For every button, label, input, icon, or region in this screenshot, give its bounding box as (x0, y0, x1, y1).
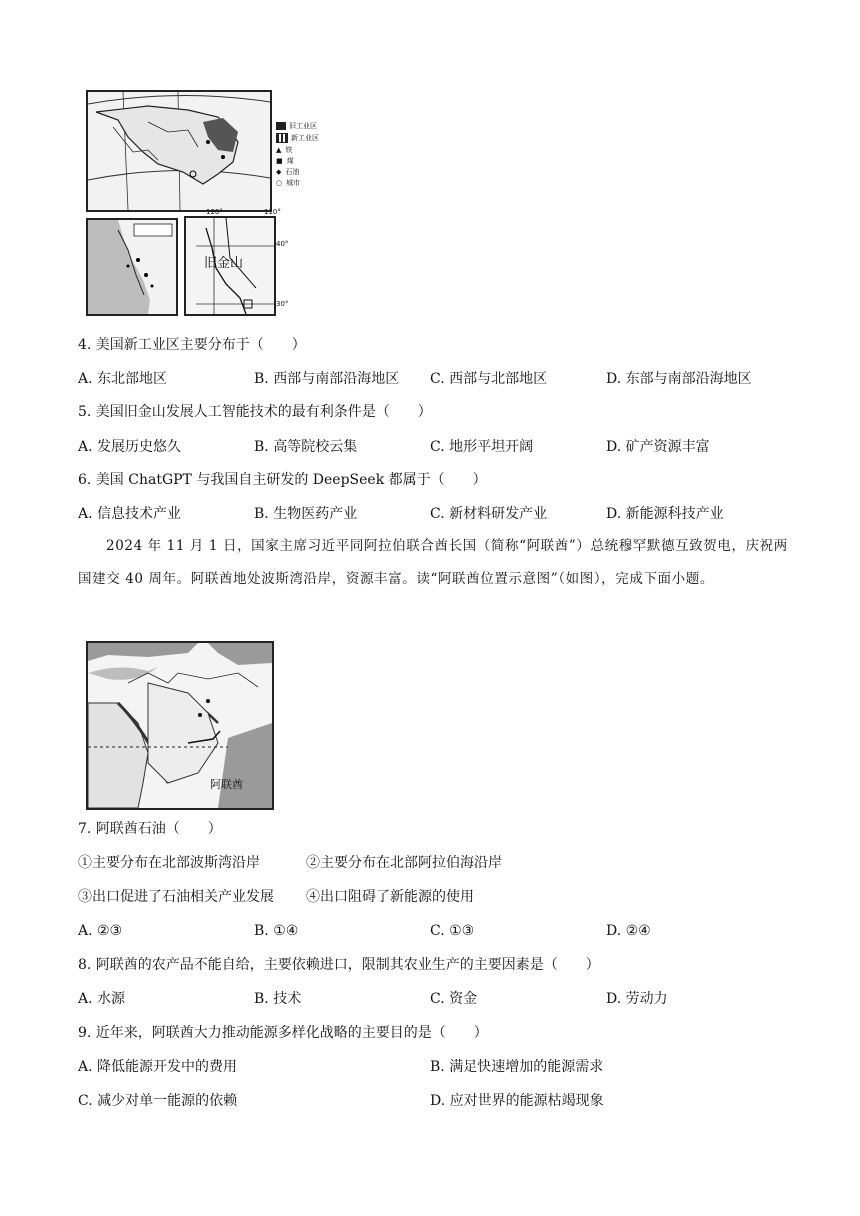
question-7-option-c[interactable]: C. ①③ (430, 923, 475, 939)
question-6-option-a[interactable]: A. 信息技术产业 (78, 506, 182, 522)
legend-iron: ▲ 铁 (276, 145, 293, 154)
question-9-stem: 9. 近年来，阿联酋大力推动能源多样化战略的主要目的是（ ） (78, 1025, 488, 1041)
question-7-statement-4: ④出口阻碍了新能源的使用 (306, 889, 474, 905)
question-5-option-c[interactable]: C. 地形平坦开阔 (430, 439, 534, 455)
question-7-stem: 7. 阿联酋石油（ ） (78, 821, 222, 837)
question-9-option-b[interactable]: B. 满足快速增加的能源需求 (430, 1059, 604, 1075)
question-5-option-d[interactable]: D. 矿产资源丰富 (606, 439, 710, 455)
legend-new-industrial: 新工业区 (276, 132, 326, 144)
legend-oil: ◆ 石油 (276, 167, 300, 176)
question-7-option-b[interactable]: B. ①④ (254, 923, 299, 939)
lon-label-120: 120° (206, 208, 223, 216)
uae-map-drawing (88, 643, 272, 808)
bay-area-drawing (88, 220, 176, 314)
question-6-option-b[interactable]: B. 生物医药产业 (254, 506, 358, 522)
question-8-option-a[interactable]: A. 水源 (78, 991, 126, 1007)
question-4-stem: 4. 美国新工业区主要分布于（ ） (78, 337, 306, 353)
lat-label-30: 30° (276, 300, 289, 308)
question-8-stem: 8. 阿联酋的农产品不能自给，主要依赖进口，限制其农业生产的主要因素是（ ） (78, 957, 600, 973)
lat-label-40: 40° (276, 240, 289, 248)
question-6-stem: 6. 美国 ChatGPT 与我国自主研发的 DeepSeek 都属于（ ） (78, 472, 487, 488)
question-4-option-a[interactable]: A. 东北部地区 (78, 371, 168, 387)
usa-map-drawing (88, 92, 270, 210)
uae-location-map (86, 641, 274, 810)
question-5-stem: 5. 美国旧金山发展人工智能技术的最有利条件是（ ） (78, 404, 432, 420)
uae-country-label: 阿联酋 (210, 778, 243, 791)
question-8-option-d[interactable]: D. 劳动力 (606, 991, 668, 1007)
question-4-option-d[interactable]: D. 东部与南部沿海地区 (606, 371, 752, 387)
question-8-option-b[interactable]: B. 技术 (254, 991, 302, 1007)
question-4-option-c[interactable]: C. 西部与北部地区 (430, 371, 548, 387)
question-9-option-a[interactable]: A. 降低能源开发中的费用 (78, 1059, 238, 1075)
legend-city: ○ 城市 (276, 178, 301, 187)
legend-old-industrial: 旧工业区 (276, 120, 326, 132)
question-9-option-c[interactable]: C. 减少对单一能源的依赖 (78, 1093, 238, 1109)
bay-area-inset-map (86, 218, 178, 316)
inset-city-label: 旧金山 (204, 256, 244, 271)
question-5-option-b[interactable]: B. 高等院校云集 (254, 439, 358, 455)
legend-coal: ■ 煤 (276, 156, 294, 165)
question-4-option-b[interactable]: B. 西部与南部沿海地区 (254, 371, 400, 387)
usa-map-legend (276, 120, 326, 188)
question-7-option-a[interactable]: A. ②③ (78, 923, 123, 939)
question-7-statement-2: ②主要分布在北部阿拉伯海沿岸 (306, 855, 502, 871)
question-5-option-a[interactable]: A. 发展历史悠久 (78, 439, 182, 455)
passage: 2024 年 11 月 1 日，国家主席习近平同阿拉伯联合酋长国（简称“阿联酋”）总统穆罕默德互致贺电，庆祝两国建交 40 周年。阿联酋地处波斯湾沿岸，资源丰富。读“阿联酋位置示意图”（如图），完成下面小题。 (78, 538, 788, 587)
lon-label-110: 110° (264, 208, 281, 216)
question-7-statement-3: ③出口促进了石油相关产业发展 (78, 889, 274, 905)
question-7-statement-1: ①主要分布在北部波斯湾沿岸 (78, 855, 260, 871)
question-8-option-c[interactable]: C. 资金 (430, 991, 478, 1007)
question-7-option-d[interactable]: D. ②④ (606, 923, 651, 939)
question-6-option-c[interactable]: C. 新材料研发产业 (430, 506, 548, 522)
usa-map (86, 90, 272, 212)
question-6-option-d[interactable]: D. 新能源科技产业 (606, 506, 724, 522)
question-9-option-d[interactable]: D. 应对世界的能源枯竭现象 (430, 1093, 604, 1109)
